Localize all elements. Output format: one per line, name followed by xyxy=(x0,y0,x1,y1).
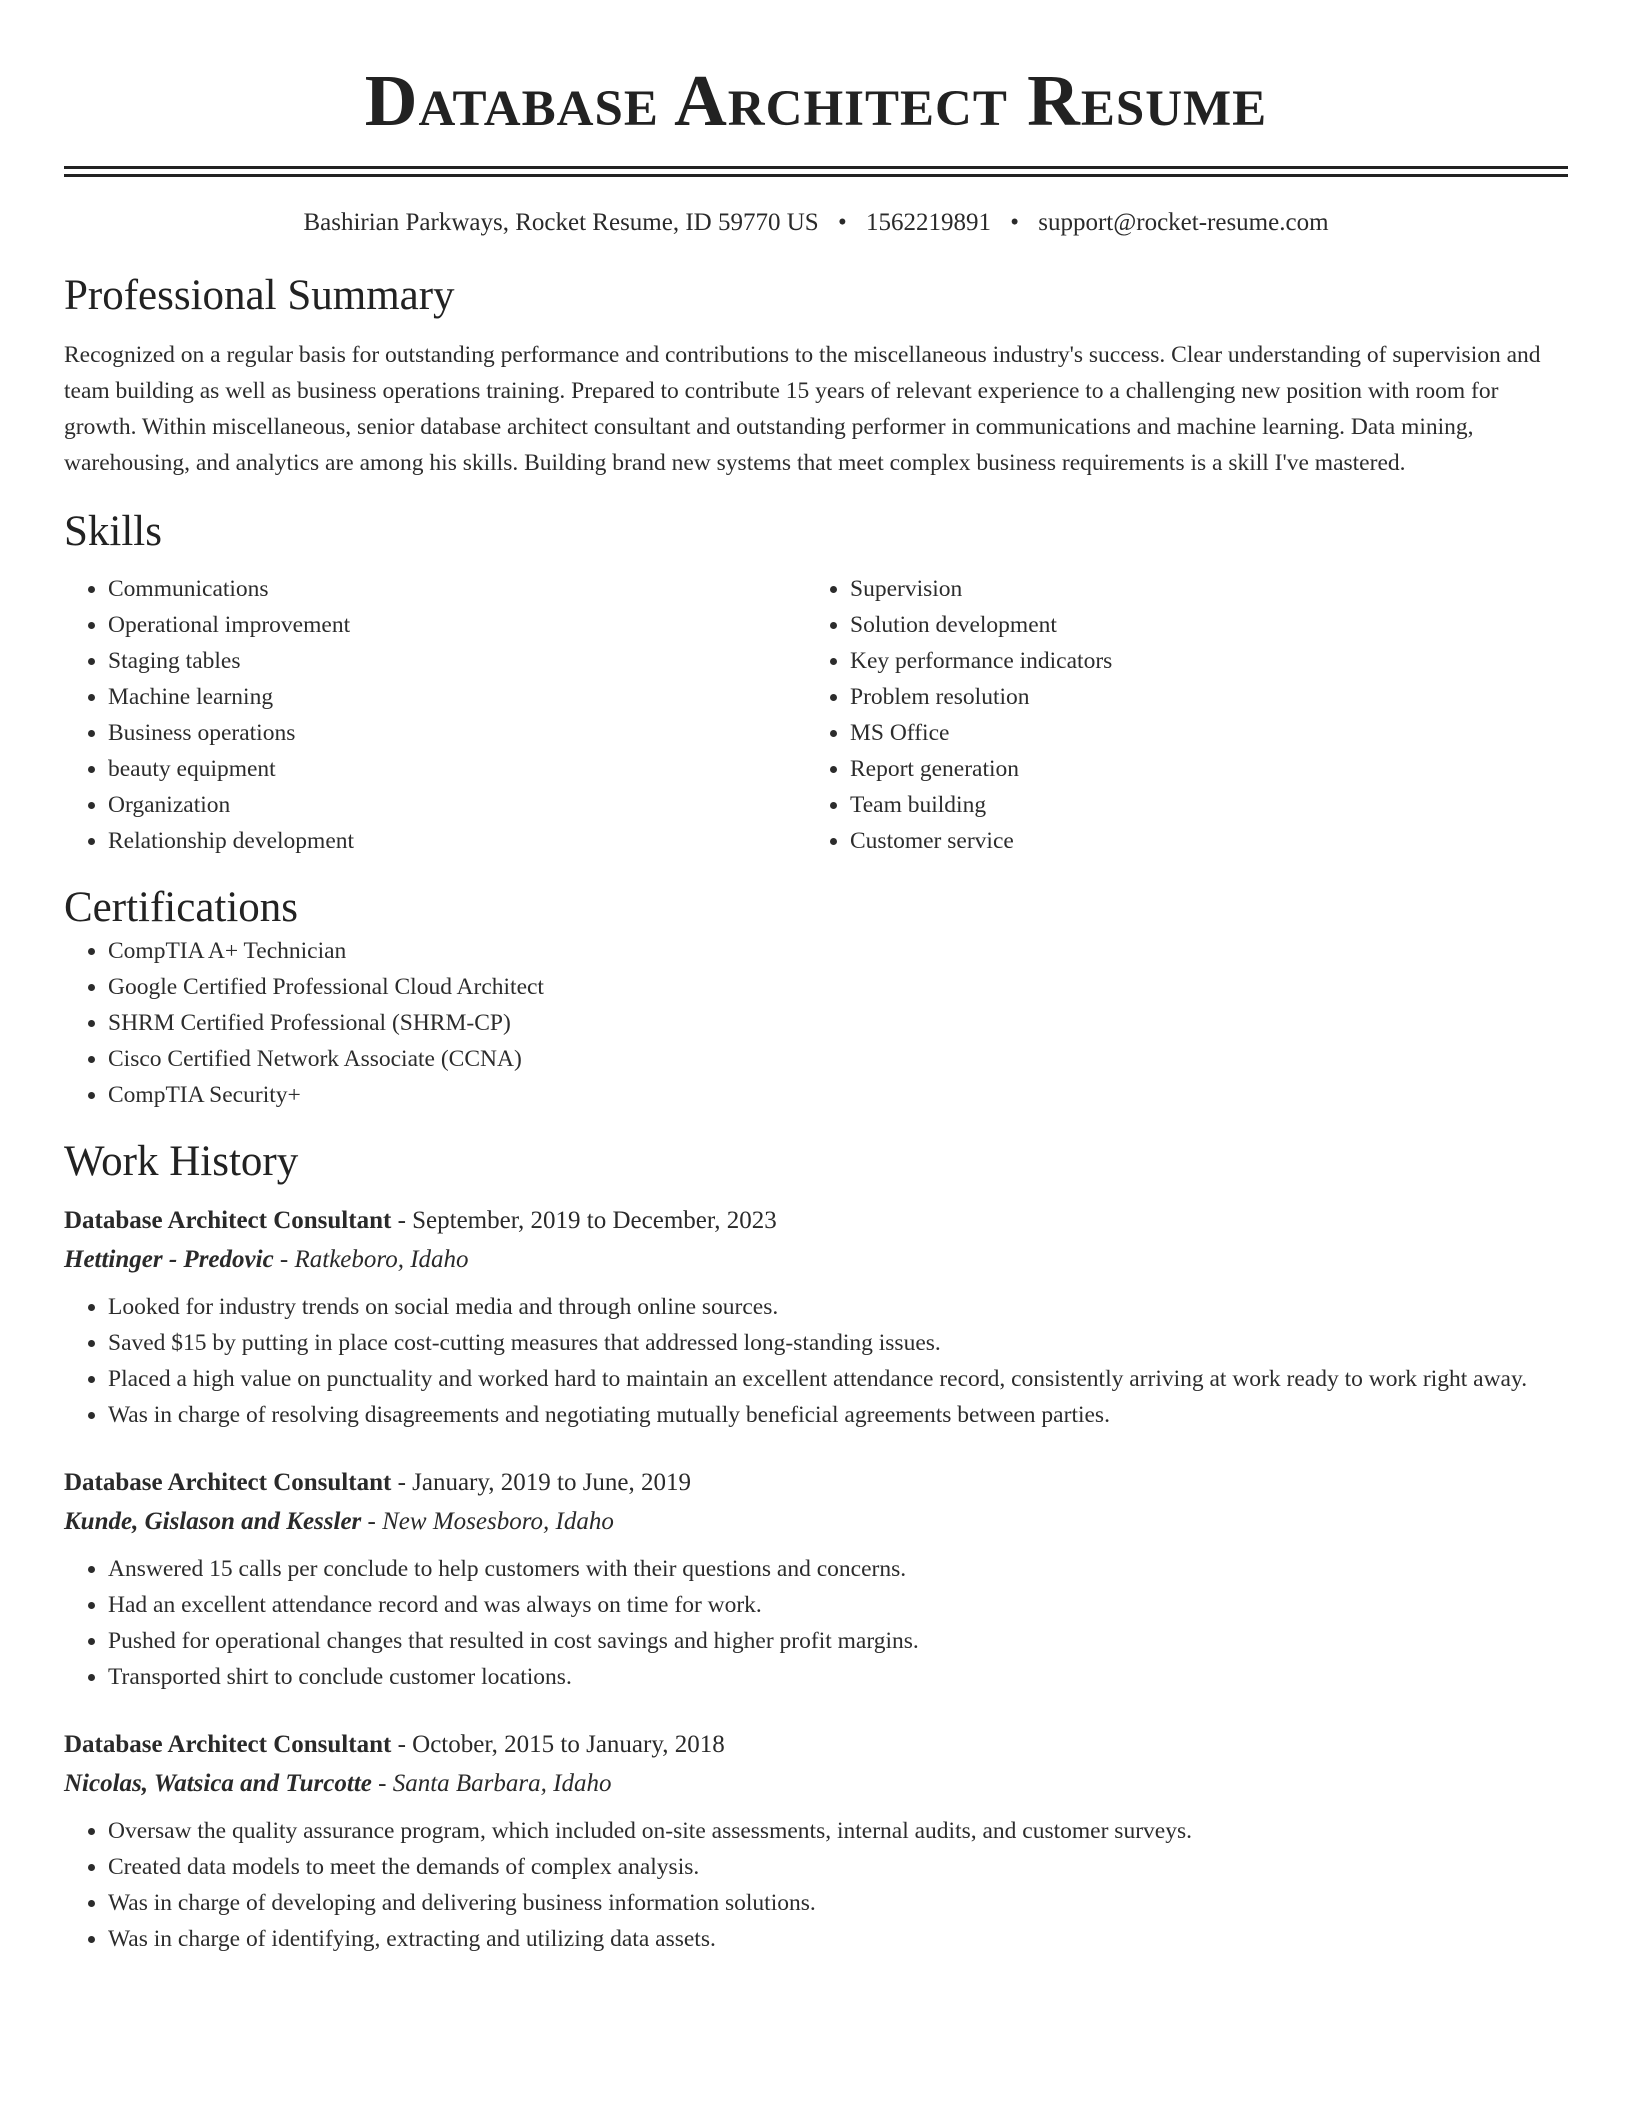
job-duty: • Was in charge of identifying, extracting and utilizing data assets. xyxy=(108,1921,1568,1957)
resume-page xyxy=(64,0,1568,1957)
summary-text: Recognized on a regular basis for outstanding performance and contributions to the miscellaneous industry's success. Clear understanding of supervision and team building as well as business operations training. Prepared to contribute 15 years of relevant experience to a challenging new position with room for growth. Within miscellaneous, senior database architect consultant and outstanding performer in communications and machine learning. Data mining, warehousing, and analytics are among his skills. Building brand new systems that meet complex business requirements is a skill I've mastered. xyxy=(64,342,1541,476)
job-title: Database Architect Consultant xyxy=(64,1207,392,1234)
contact-phone: 1562219891 xyxy=(865,209,991,236)
job-duty: • Pushed for operational changes that resulted in cost savings and higher profit margins. xyxy=(108,1623,1568,1659)
job-location: - Ratkeboro, Idaho xyxy=(273,1246,469,1273)
contact-address: Bashirian Parkways, Rocket Resume, ID 59770 US xyxy=(303,209,819,236)
skill-item: • Communications xyxy=(108,571,806,607)
job-location: - Santa Barbara, Idaho xyxy=(371,1770,612,1797)
job-duty: • Oversaw the quality assurance program, which included on-site assessments, internal audits, and customer surveys. xyxy=(108,1813,1568,1849)
skill-item: • Supervision xyxy=(850,571,1548,607)
job-duty: • Was in charge of resolving disagreements and negotiating mutually beneficial agreements between parties. xyxy=(108,1397,1568,1433)
skill-item: • Solution development xyxy=(850,607,1548,643)
job-duty: • Had an excellent attendance record and was always on time for work. xyxy=(108,1587,1568,1623)
skills-column-right xyxy=(806,571,1548,859)
certification-item: • Cisco Certified Network Associate (CCNA) xyxy=(108,1041,1568,1077)
skills-column-left xyxy=(64,571,806,859)
skills-columns xyxy=(64,571,1568,859)
certification-item: • Google Certified Professional Cloud Architect xyxy=(108,969,1568,1005)
certifications-list xyxy=(64,933,1568,1113)
work-history-heading: Work History xyxy=(64,1138,299,1185)
skill-item: • Staging tables xyxy=(108,643,806,679)
contact-email: support@rocket-resume.com xyxy=(1038,209,1329,236)
job-company: Hettinger - Predovic xyxy=(64,1246,274,1273)
job-employer xyxy=(64,1240,1568,1279)
job-duty: • Transported shirt to conclude customer locations. xyxy=(108,1659,1568,1695)
job-entry xyxy=(64,1725,1568,1957)
certification-item: • CompTIA A+ Technician xyxy=(108,933,1568,969)
skill-item: • MS Office xyxy=(850,715,1548,751)
job-company: Nicolas, Watsica and Turcotte xyxy=(64,1770,372,1797)
job-duties xyxy=(64,1289,1568,1433)
certification-item: • SHRM Certified Professional (SHRM-CP) xyxy=(108,1005,1568,1041)
page-title: Database Architect Resume xyxy=(364,60,1268,141)
job-duty: • Created data models to meet the demands of complex analysis. xyxy=(108,1849,1568,1885)
skill-item: • Machine learning xyxy=(108,679,806,715)
summary-heading: Professional Summary xyxy=(64,272,455,319)
title-divider xyxy=(64,166,1568,177)
job-duty: • Saved $15 by putting in place cost-cutting measures that addressed long-standing issues. xyxy=(108,1325,1568,1361)
job-company: Kunde, Gislason and Kessler xyxy=(64,1508,362,1535)
job-duties xyxy=(64,1551,1568,1695)
contact-line xyxy=(64,207,1568,239)
skills-list-right xyxy=(806,571,1548,859)
job-duty: • Was in charge of developing and delivering business information solutions. xyxy=(108,1885,1568,1921)
skill-item: • Report generation xyxy=(850,751,1548,787)
contact-separator: • xyxy=(1010,209,1019,236)
skill-item: • Problem resolution xyxy=(850,679,1548,715)
skill-item: • Customer service xyxy=(850,823,1548,859)
skill-item: • Organization xyxy=(108,787,806,823)
skill-item: • Operational improvement xyxy=(108,607,806,643)
certifications-heading: Certifications xyxy=(64,884,299,931)
job-dates: - October, 2015 to January, 2018 xyxy=(391,1731,725,1758)
job-header xyxy=(64,1201,1568,1240)
job-dates: - January, 2019 to June, 2019 xyxy=(391,1469,692,1496)
skill-item: • beauty equipment xyxy=(108,751,806,787)
skill-item: • Key performance indicators xyxy=(850,643,1548,679)
job-header xyxy=(64,1463,1568,1502)
job-duty: • Looked for industry trends on social media and through online sources. xyxy=(108,1289,1568,1325)
contact-separator: • xyxy=(837,209,847,236)
skills-heading: Skills xyxy=(64,508,162,555)
job-header xyxy=(64,1725,1568,1764)
skill-item: • Relationship development xyxy=(108,823,806,859)
job-title: Database Architect Consultant xyxy=(64,1469,392,1496)
job-duty: • Answered 15 calls per conclude to help customers with their questions and concerns. xyxy=(108,1551,1568,1587)
job-dates: - September, 2019 to December, 2023 xyxy=(391,1207,777,1234)
job-employer xyxy=(64,1764,1568,1803)
job-duty: • Placed a high value on punctuality and worked hard to maintain an excellent attendance record, consistently arriving at work ready to work right away. xyxy=(108,1361,1568,1397)
job-employer xyxy=(64,1502,1568,1541)
skill-item: • Business operations xyxy=(108,715,806,751)
job-entry xyxy=(64,1463,1568,1695)
skill-item: • Team building xyxy=(850,787,1548,823)
job-entry xyxy=(64,1201,1568,1433)
certification-item: • CompTIA Security+ xyxy=(108,1077,1568,1113)
job-duties xyxy=(64,1813,1568,1957)
job-location: - New Mosesboro, Idaho xyxy=(361,1508,614,1535)
job-title: Database Architect Consultant xyxy=(64,1731,392,1758)
skills-list-left xyxy=(64,571,806,859)
